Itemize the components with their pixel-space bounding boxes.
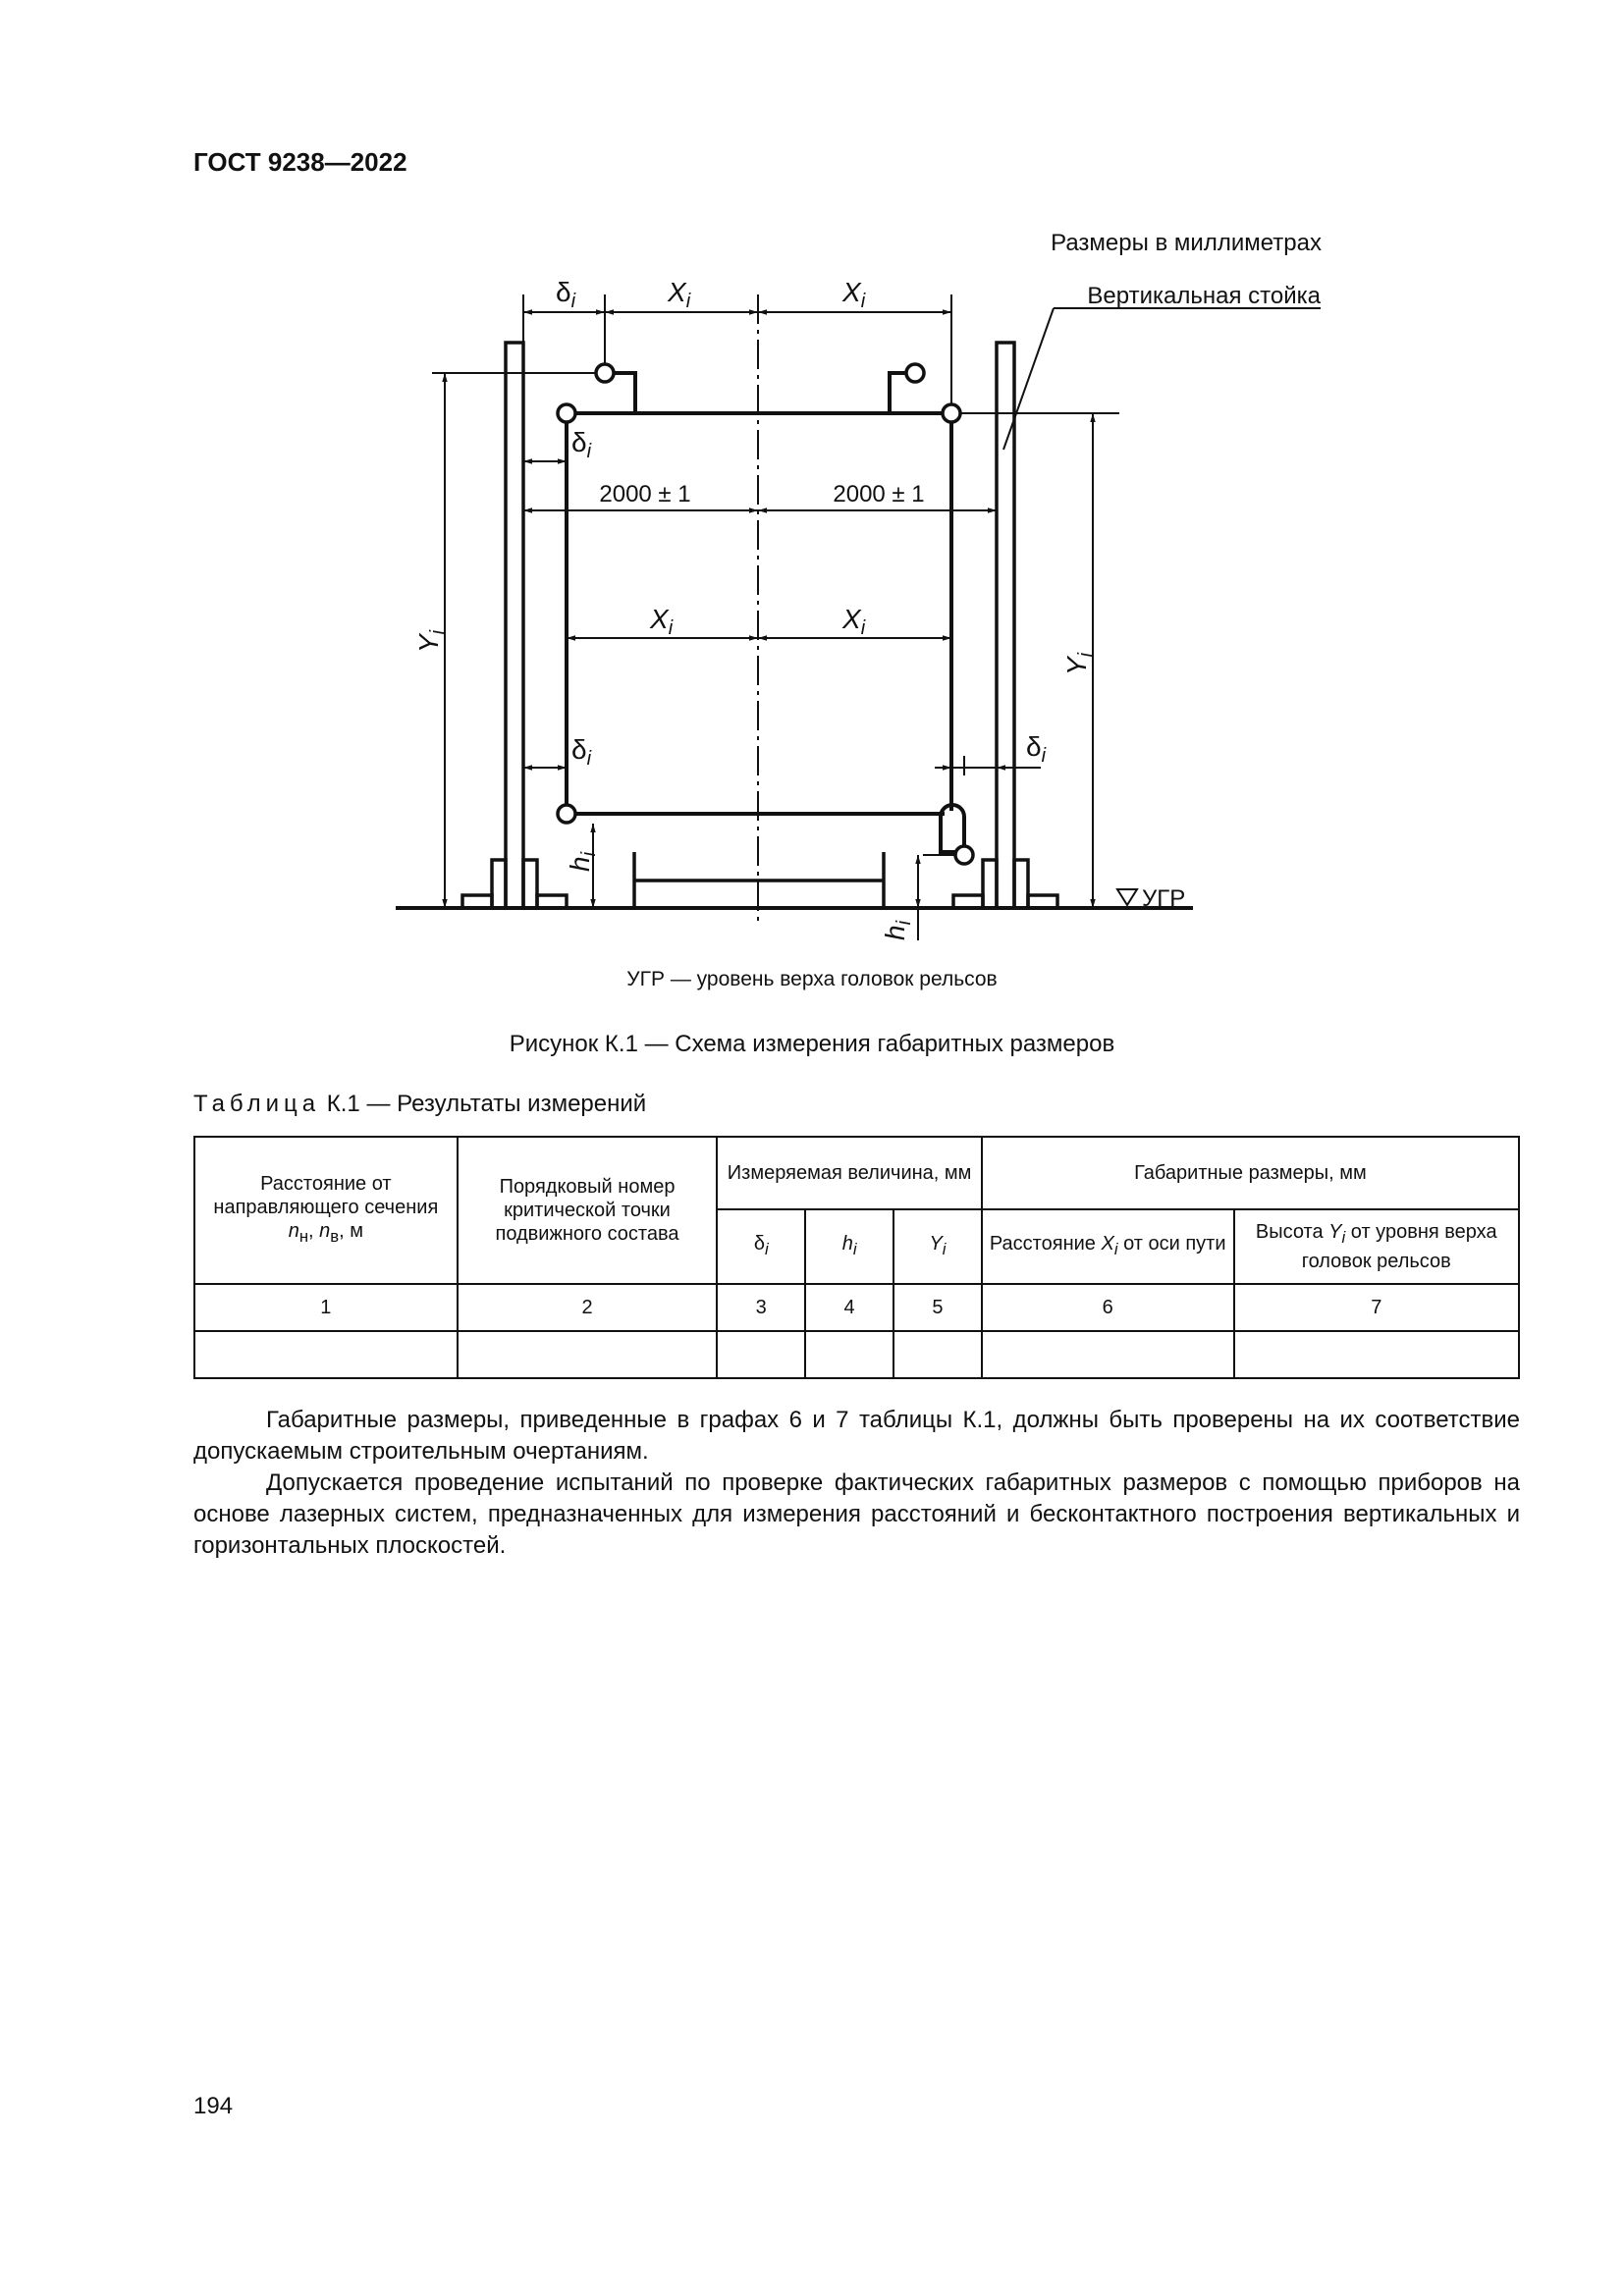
h-label-right: $h_i$ bbox=[880, 920, 915, 940]
column-number: 1 bbox=[194, 1284, 458, 1331]
table-row bbox=[194, 1331, 1519, 1378]
right-vertical-stand bbox=[953, 343, 1057, 908]
left-vertical-stand bbox=[462, 343, 567, 908]
column-number: 2 bbox=[458, 1284, 718, 1331]
column-number-row bbox=[194, 1284, 1519, 1331]
column-number: 5 bbox=[893, 1284, 982, 1331]
col-header-measured-group: Измеряемая величина, мм bbox=[717, 1137, 982, 1209]
col-header-dimensions-group: Габаритные размеры, мм bbox=[982, 1137, 1519, 1209]
ugr-triangle-icon bbox=[1117, 889, 1137, 905]
column-number: 6 bbox=[982, 1284, 1234, 1331]
table-cell bbox=[982, 1331, 1234, 1378]
ugr-label: УГР bbox=[1142, 885, 1186, 912]
units-note: Размеры в миллиметрах bbox=[1051, 230, 1322, 256]
table-cell bbox=[893, 1331, 982, 1378]
paragraph: Габаритные размеры, приведенные в графах 6 и 7 таблицы К.1, должны быть проверены на их соответствие допускаемым строительным очертаниям. bbox=[193, 1407, 1520, 1465]
col-header-point-number: Порядковый номер критической точки подвижного состава bbox=[458, 1137, 718, 1284]
col-header-h: $h_i$ bbox=[805, 1209, 893, 1284]
table-cell bbox=[805, 1331, 893, 1378]
table-cell bbox=[717, 1331, 805, 1378]
column-number: 3 bbox=[717, 1284, 805, 1331]
delta-label: $\delta_i$ bbox=[556, 277, 576, 312]
table-cell bbox=[1234, 1331, 1520, 1378]
column-number: 7 bbox=[1234, 1284, 1520, 1331]
measurement-points bbox=[558, 364, 973, 864]
vertical-stand-leader bbox=[1003, 308, 1321, 450]
y-label-right: $Y_i$ bbox=[1061, 652, 1097, 675]
col-header-x-distance: Расстояние $X_i$ от оси пути bbox=[982, 1209, 1234, 1284]
x-label: $X_i$ bbox=[668, 277, 691, 312]
delta-label: $\delta_i$ bbox=[1026, 731, 1047, 767]
document-header: ГОСТ 9238—2022 bbox=[193, 147, 407, 177]
vehicle-body bbox=[567, 373, 964, 852]
dimension-2000-right: 2000 ± 1 bbox=[833, 481, 925, 507]
figure-note: УГР — уровень верха головок рельсов bbox=[626, 968, 998, 990]
figure-caption: Рисунок К.1 — Схема измерения габаритных размеров bbox=[509, 1031, 1115, 1057]
table-cell bbox=[194, 1331, 458, 1378]
x-label: $X_i$ bbox=[842, 277, 866, 312]
col-header-delta: $\delta_i$ bbox=[717, 1209, 805, 1284]
dimension-lines bbox=[432, 294, 1119, 940]
x-label: $X_i$ bbox=[650, 604, 674, 639]
col-header-y-height: Высота $Y_i$ от уровня верха головок рельсов bbox=[1234, 1209, 1520, 1284]
x-label: $X_i$ bbox=[842, 604, 866, 639]
delta-label: $\delta_i$ bbox=[571, 427, 592, 462]
col-header-distance: Расстояние от направляющего сечения $n_н$, $n_в$, м bbox=[194, 1137, 458, 1284]
vertical-stand-label: Вертикальная стойка bbox=[1087, 283, 1321, 309]
h-label-left: $h_i$ bbox=[565, 851, 600, 872]
gauge-measurement-diagram bbox=[0, 0, 1624, 982]
col-header-y: $Y_i$ bbox=[893, 1209, 982, 1284]
dimension-2000-left: 2000 ± 1 bbox=[599, 481, 691, 507]
delta-label: $\delta_i$ bbox=[571, 734, 592, 770]
column-number: 4 bbox=[805, 1284, 893, 1331]
paragraph: Допускается проведение испытаний по проверке фактических габаритных размеров с помощью приборов на основе лазерных систем, предназначенных для измерения расстояний и бесконтактного построения вертикальных и горизонтальных плоскостей. bbox=[193, 1469, 1520, 1559]
table-cell bbox=[458, 1331, 718, 1378]
page-number: 194 bbox=[193, 2093, 234, 2119]
results-table bbox=[193, 1136, 1520, 1379]
y-label-left: $Y_i$ bbox=[413, 629, 449, 653]
table-title: Таблица К.1 — Результаты измерений bbox=[193, 1091, 647, 1117]
